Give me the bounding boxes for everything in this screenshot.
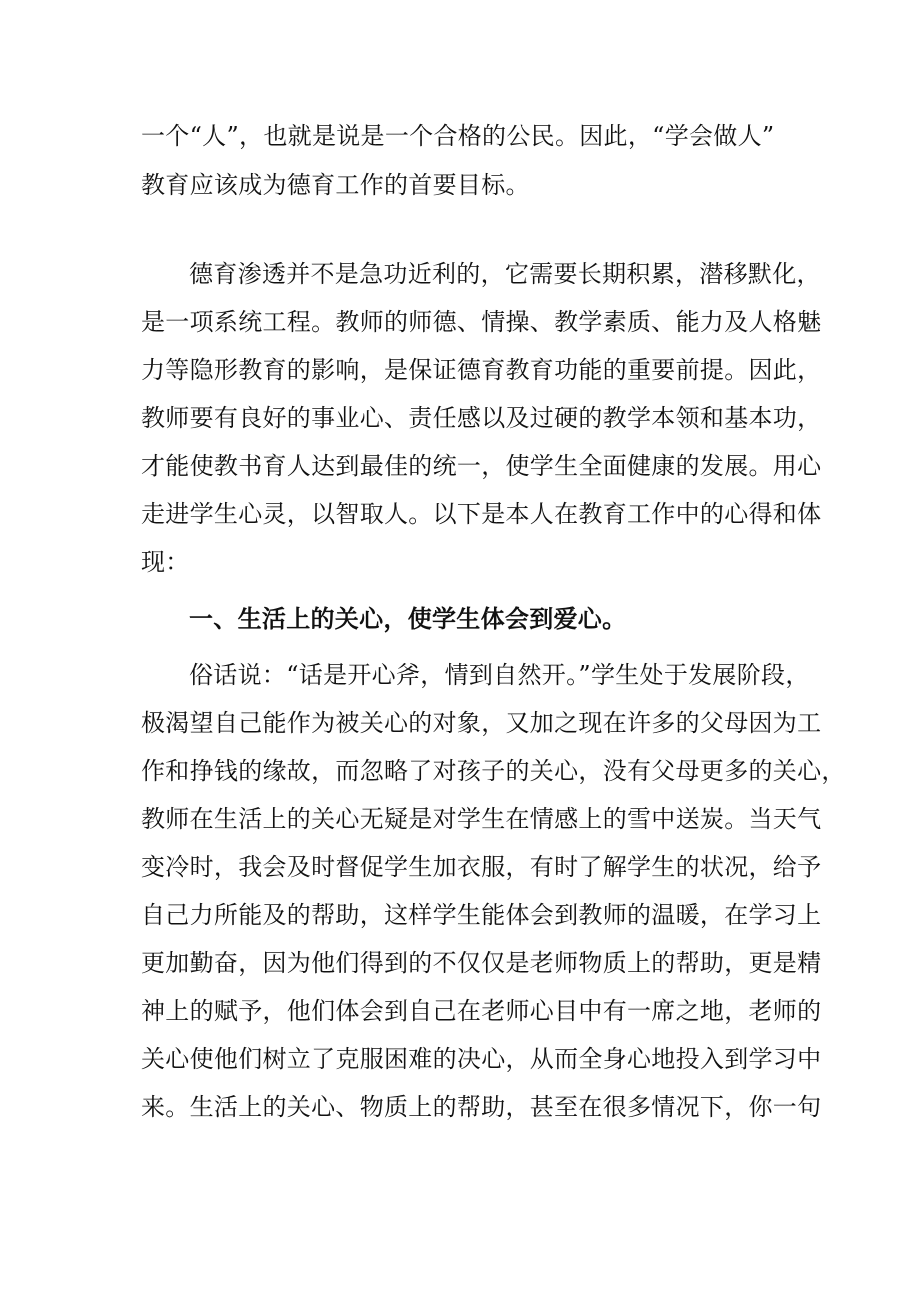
- paragraph-line: 关心使他们树立了克服困难的决心，从而全身心地投入到学习中: [141, 1045, 822, 1073]
- section-heading: 一、生活上的关心，使学生体会到爱心。: [189, 604, 627, 633]
- paragraph-line: 力等隐形教育的影响，是保证德育教育功能的重要前提。因此，: [141, 356, 822, 384]
- paragraph-line: 神上的赋予，他们体会到自己在老师心目中有一席之地，老师的: [141, 997, 822, 1025]
- paragraph-line: 教师在生活上的关心无疑是对学生在情感上的雪中送炭。当天气: [141, 805, 822, 833]
- paragraph-line: 教师要有良好的事业心、责任感以及过硬的教学本领和基本功，: [141, 404, 822, 432]
- paragraph-line: 极渴望自己能作为被关心的对象，又加之现在许多的父母因为工: [141, 709, 822, 737]
- paragraph-line: 德育渗透并不是急功近利的，它需要长期积累，潜移默化，: [189, 260, 821, 288]
- paragraph-line: 是一项系统工程。教师的师德、情操、教学素质、能力及人格魅: [141, 308, 822, 336]
- paragraph-line: 作和挣钱的缘故，而忽略了对孩子的关心，没有父母更多的关心，: [141, 757, 846, 785]
- paragraph-line: 自己力所能及的帮助，这样学生能体会到教师的温暖，在学习上: [141, 901, 822, 929]
- paragraph-line: 变冷时，我会及时督促学生加衣服，有时了解学生的状况，给予: [141, 853, 822, 881]
- paragraph-line: 俗话说：“话是开心斧，情到自然开。”学生处于发展阶段，: [189, 661, 810, 689]
- paragraph-line: 教育应该成为德育工作的首要目标。: [141, 171, 530, 199]
- paragraph-line: 走进学生心灵，以智取人。以下是本人在教育工作中的心得和体: [141, 500, 822, 528]
- paragraph-line: 更加勤奋，因为他们得到的不仅仅是老师物质上的帮助，更是精: [141, 949, 822, 977]
- paragraph-line: 才能使教书育人达到最佳的统一，使学生全面健康的发展。用心: [141, 452, 822, 480]
- paragraph-line: 来。生活上的关心、物质上的帮助，甚至在很多情况下，你一句: [141, 1093, 822, 1121]
- paragraph-line: 现：: [141, 548, 190, 576]
- paragraph-line: 一个“人”，也就是说是一个合格的公民。因此，“学会做人”: [141, 122, 775, 150]
